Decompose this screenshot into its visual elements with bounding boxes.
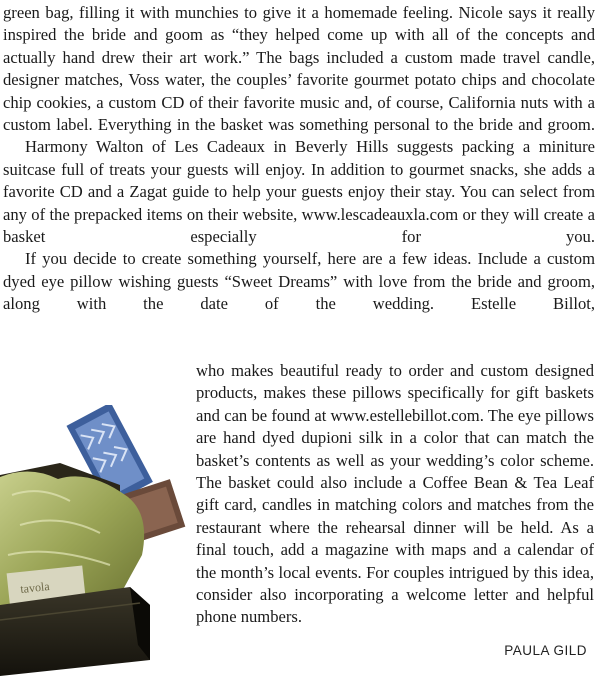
article-paragraph-3-continued: who makes beautiful ready to order and custom designed products, makes these pillows specifically for gift baskets and can be found at www.estellebillot.com. The eye pillows are hand dyed dupioni silk in a color that can match the basket’s contents as well as your wedding’s color scheme. The basket could also include a Coffee Bean & Tea Leaf gift card, candles in matching colors and matches from the restaurant where the rehearsal dinner will be held. As a final touch, add a magazine with maps and a calendar of the month’s local events. For couples intrigued by this idea, consider also incorporating a welcome letter and helpful phone numbers. <box>196 361 594 627</box>
basket-tag-label: tavola <box>19 579 51 597</box>
article-wrap-column <box>196 360 594 629</box>
article-paragraph-2: Harmony Walton of Les Cadeaux in Beverly Hills suggests packing a miniture suitcase full of treats your guests will enjoy. In addition to gourmet snacks, she adds a favorite CD and a Zagat guide to help your guests enjoy their stay. You can select from any of the prepacked items on their website, www.lescadeauxla.com or they will create a basket especially for you. <box>3 137 595 247</box>
author-byline: PAULA GILD <box>504 643 587 658</box>
article-paragraph-3-intro: If you decide to create something yourself, here are a few ideas. Include a custom dyed eye pillow wishing guests “Sweet Dreams” with love from the bride and groom, along with the date of the wedding. Estelle Billot, <box>3 249 595 314</box>
article-full-column <box>3 2 595 316</box>
gift-basket-photo <box>0 405 190 676</box>
article-paragraph-1: green bag, filling it with munchies to give it a homemade feeling. Nicole says it really inspired the bride and goom as “they helped come up with all of the concepts and actually hand drew their art work.” The bags included a custom made travel candle, designer matches, Voss water, the couples’ favorite gourmet potato chips and chocolate chip cookies, a custom CD of their favorite music and, of course, California nuts with a custom label. Everything in the basket was something personal to the bride and groom. <box>3 3 595 135</box>
